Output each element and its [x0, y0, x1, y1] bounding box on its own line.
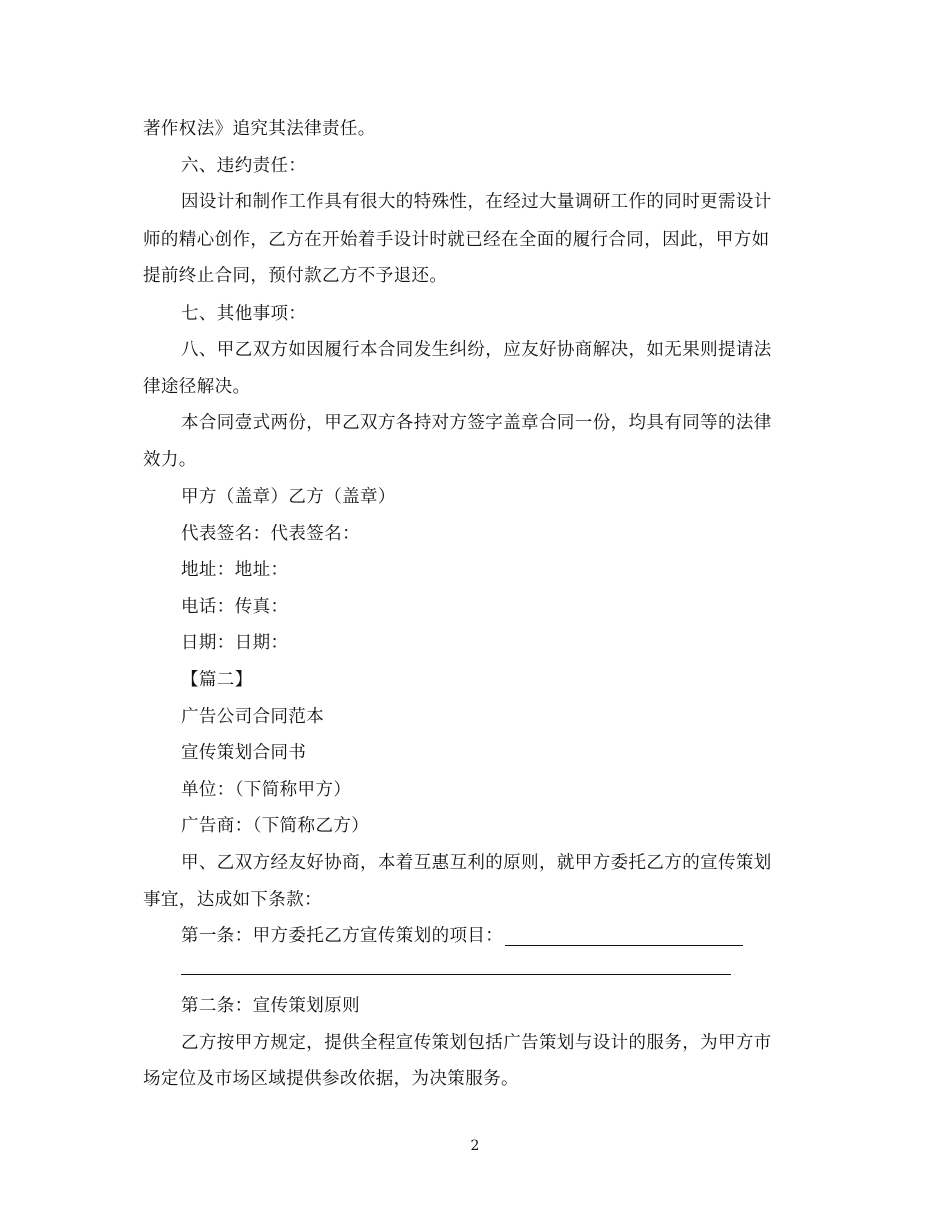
page-number: 2	[470, 1138, 480, 1154]
text-line: 场定位及市场区域提供参改依据，为决策服务。	[143, 1069, 519, 1089]
contract-title: 宣传策划合同书	[181, 743, 307, 763]
part-heading: 【篇二】	[181, 670, 253, 690]
signature-phone-line: 电话：传真：	[181, 597, 289, 617]
section-heading-breach: 六、违约责任：	[181, 156, 307, 176]
article-one-line	[181, 924, 743, 948]
party-b-line: 广告商：（下简称乙方）	[181, 816, 370, 836]
text-line: 事宜，达成如下条款：	[143, 890, 322, 910]
fill-in-blank	[505, 944, 743, 946]
text-line: 因设计和制作工作具有很大的特殊性，在经过大量调研工作的同时更需设计	[181, 192, 772, 212]
article-one-text: 第一条：甲方委托乙方宣传策划的项目：	[181, 926, 504, 946]
fill-in-blank-line	[181, 974, 731, 975]
text-line: 八、甲乙双方如因履行本合同发生纠纷，应友好协商解决，如无果则提请法	[181, 340, 772, 360]
text-line: 提前终止合同，预付款乙方不予退还。	[143, 266, 448, 286]
text-line: 师的精心创作，乙方在开始着手设计时就已经在全面的履行合同，因此，甲方如	[143, 230, 770, 250]
article-two-heading: 第二条：宣传策划原则	[181, 996, 360, 1016]
text-line: 乙方按甲方规定，提供全程宣传策划包括广告策划与设计的服务，为甲方市	[181, 1033, 772, 1053]
section-heading-other: 七、其他事项：	[181, 304, 307, 324]
text-line: 甲、乙双方经友好协商，本着互惠互利的原则，就甲方委托乙方的宣传策划	[181, 853, 772, 873]
signature-party-line: 甲方（盖章）乙方（盖章）	[181, 487, 396, 507]
document-title: 广告公司合同范本	[181, 707, 325, 727]
signature-address-line: 地址：地址：	[181, 560, 289, 580]
text-line: 本合同壹式两份，甲乙双方各持对方签字盖章合同一份，均具有同等的法律	[181, 413, 772, 433]
text-line: 著作权法》追究其法律责任。	[143, 119, 376, 139]
text-line: 效力。	[143, 450, 197, 470]
text-line: 律途径解决。	[143, 377, 251, 397]
signature-date-line: 日期：日期：	[181, 633, 289, 653]
party-a-line: 单位：（下简称甲方）	[181, 780, 352, 800]
signature-representative-line: 代表签名：代表签名：	[181, 524, 360, 544]
